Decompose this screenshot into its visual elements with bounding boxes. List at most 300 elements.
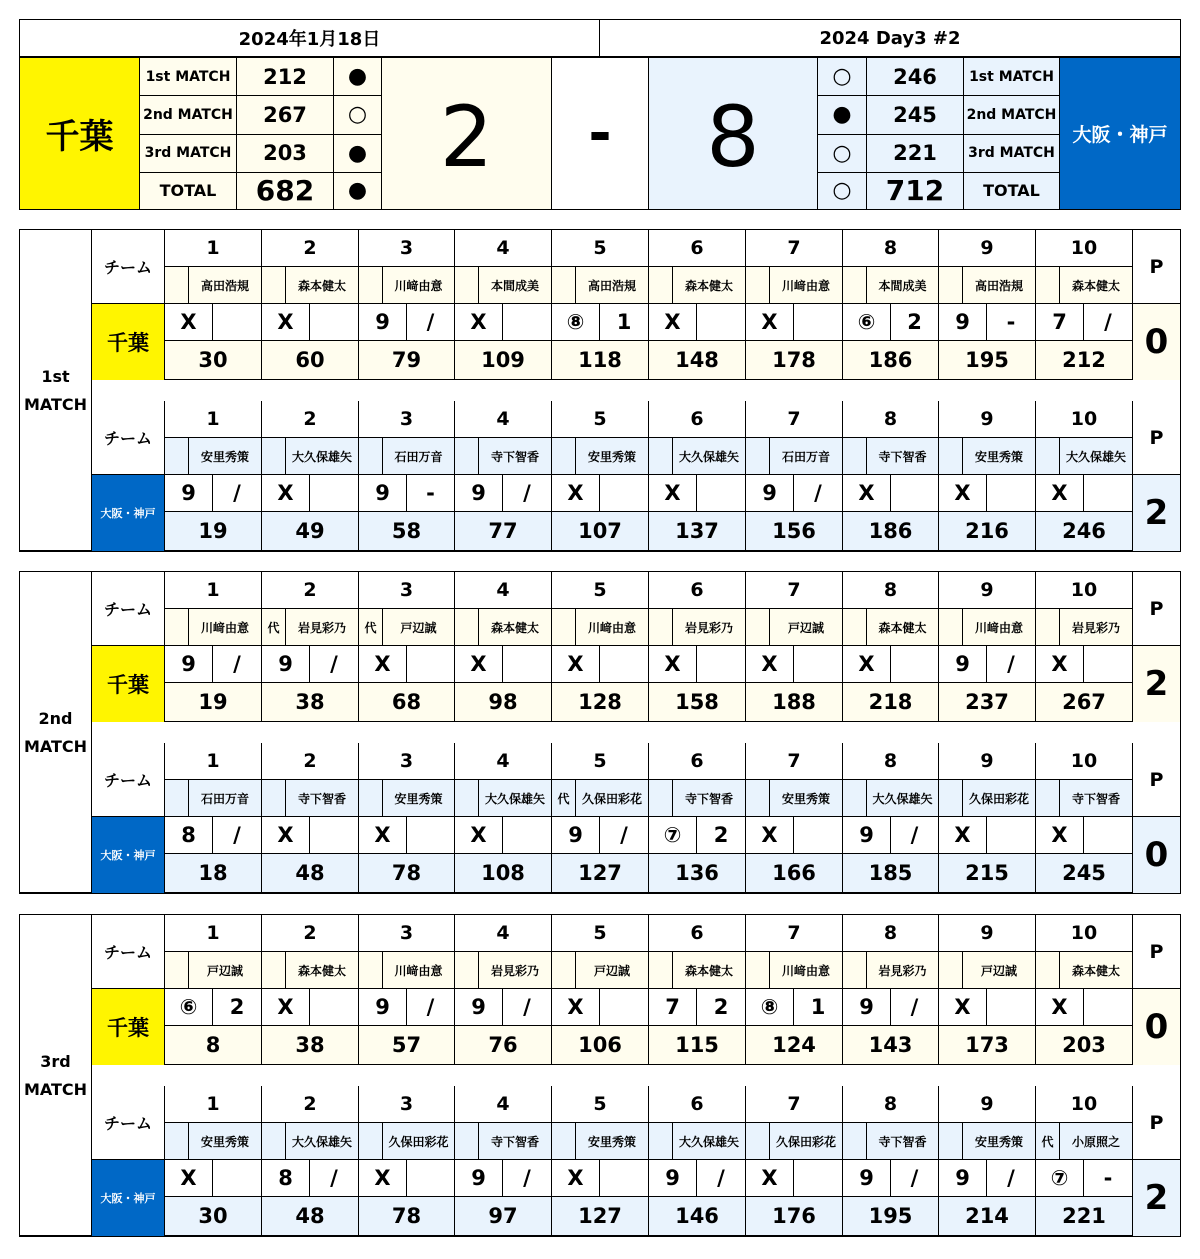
- left-total-label: TOTAL: [139, 172, 237, 210]
- frame-number: 10: [1035, 742, 1133, 780]
- substitute-mark: [551, 266, 576, 304]
- match-label-line: MATCH: [23, 394, 88, 414]
- roll-2: /: [212, 645, 262, 683]
- substitute-mark: [648, 1122, 673, 1160]
- roll-2: 2: [696, 988, 746, 1026]
- bowler-name: 石田万音: [382, 437, 455, 475]
- frame-score: 245: [1035, 853, 1133, 893]
- frame-number: 9: [938, 742, 1036, 780]
- roll-1: 9: [358, 988, 407, 1026]
- roll-1: X: [164, 303, 213, 341]
- roll-2: 1: [793, 988, 843, 1026]
- bowler-name: 石田万音: [769, 437, 843, 475]
- substitute-mark: [358, 779, 383, 817]
- points-value: 0: [1132, 816, 1181, 894]
- frame-number: 8: [842, 571, 939, 609]
- substitute-mark: [358, 266, 383, 304]
- substitute-mark: [938, 951, 963, 989]
- roll-2: [406, 1159, 455, 1197]
- frame-score: 57: [358, 1025, 455, 1065]
- roll-2: [599, 645, 649, 683]
- bowler-name: 高田浩規: [575, 266, 649, 304]
- substitute-mark: [842, 779, 867, 817]
- roll-2: [986, 988, 1036, 1026]
- roll-1: X: [745, 303, 794, 341]
- team-header-cell: チーム: [91, 400, 165, 475]
- substitute-mark: [938, 437, 963, 475]
- roll-2: /: [986, 1159, 1036, 1197]
- bowler-name: 大久保雄矢: [672, 1122, 746, 1160]
- frame-score: 58: [358, 511, 455, 551]
- bowler-name: 安里秀策: [188, 1122, 262, 1160]
- roll-2: [793, 303, 843, 341]
- bowler-name: 安里秀策: [188, 437, 262, 475]
- points-value: 0: [1132, 988, 1181, 1066]
- bowler-name: 森本健太: [285, 266, 359, 304]
- frame-score: 128: [551, 682, 649, 722]
- points-value: 0: [1132, 303, 1181, 381]
- frame-score: 218: [842, 682, 939, 722]
- team-name-cell: 千葉: [91, 303, 165, 381]
- substitute-mark: [745, 437, 770, 475]
- right-total-score: 712: [866, 172, 964, 210]
- points-value: 2: [1132, 474, 1181, 552]
- frame-number: 6: [648, 742, 746, 780]
- block-gap: [91, 1065, 1181, 1086]
- frame-number: 3: [358, 1085, 455, 1123]
- bowler-name: 本間成美: [866, 266, 939, 304]
- left-match-score: 267: [236, 95, 334, 134]
- frame-number: 4: [454, 914, 552, 952]
- substitute-mark: [454, 779, 479, 817]
- substitute-mark: [551, 437, 576, 475]
- frame-score: 143: [842, 1025, 939, 1065]
- substitute-mark: [648, 266, 673, 304]
- frame-number: 7: [745, 571, 843, 609]
- match-label-line: 3rd: [40, 1051, 71, 1071]
- roll-1: X: [358, 816, 407, 854]
- substitute-mark: 代: [1035, 1122, 1060, 1160]
- roll-2: [1083, 474, 1133, 512]
- bowler-name: 本間成美: [478, 266, 552, 304]
- substitute-mark: [261, 779, 286, 817]
- bowler-name: 川﨑由意: [575, 608, 649, 646]
- frame-number: 10: [1035, 914, 1133, 952]
- roll-2: /: [793, 474, 843, 512]
- roll-1: ⑧: [551, 303, 600, 341]
- roll-1: X: [261, 988, 310, 1026]
- roll-2: [890, 645, 939, 683]
- frame-score: 19: [164, 511, 262, 551]
- substitute-mark: [164, 951, 189, 989]
- frame-score: 106: [551, 1025, 649, 1065]
- frame-number: 3: [358, 400, 455, 438]
- substitute-mark: [164, 266, 189, 304]
- frame-number: 7: [745, 1085, 843, 1123]
- frame-number: 2: [261, 914, 359, 952]
- left-total-score: 682: [236, 172, 334, 210]
- roll-2: /: [986, 645, 1036, 683]
- frame-score: 68: [358, 682, 455, 722]
- frame-score: 148: [648, 340, 746, 380]
- roll-2: [599, 1159, 649, 1197]
- bowler-name: 大久保雄矢: [866, 779, 939, 817]
- frame-number: 10: [1035, 400, 1133, 438]
- frame-number: 6: [648, 571, 746, 609]
- roll-1: X: [1035, 988, 1084, 1026]
- frame-score: 214: [938, 1196, 1036, 1236]
- roll-1: X: [551, 474, 600, 512]
- frame-score: 30: [164, 1196, 262, 1236]
- match-label-line: 2nd: [38, 708, 73, 728]
- roll-1: X: [454, 645, 503, 683]
- frame-number: 5: [551, 1085, 649, 1123]
- frame-number: 1: [164, 742, 262, 780]
- substitute-mark: [551, 951, 576, 989]
- bowler-name: 寺下智香: [285, 779, 359, 817]
- roll-1: 9: [842, 988, 891, 1026]
- team-name-cell: 千葉: [91, 645, 165, 723]
- roll-2: 2: [212, 988, 262, 1026]
- bowler-name: 戸辺誠: [188, 951, 262, 989]
- bowler-name: 森本健太: [478, 608, 552, 646]
- substitute-mark: [842, 437, 867, 475]
- left-team-name: 千葉: [19, 57, 140, 210]
- roll-1: 7: [1035, 303, 1084, 341]
- roll-2: 2: [890, 303, 939, 341]
- frame-number: 3: [358, 742, 455, 780]
- frame-number: 5: [551, 229, 649, 267]
- frame-score: 173: [938, 1025, 1036, 1065]
- bowler-name: 大久保雄矢: [1059, 437, 1133, 475]
- bowler-name: 寺下智香: [866, 437, 939, 475]
- roll-2: [696, 645, 746, 683]
- substitute-mark: [648, 951, 673, 989]
- left-match-label: 2nd MATCH: [139, 95, 237, 134]
- roll-2: [309, 816, 359, 854]
- right-total-mark: ○: [817, 172, 867, 210]
- substitute-mark: [648, 608, 673, 646]
- frame-score: 127: [551, 1196, 649, 1236]
- frame-number: 7: [745, 742, 843, 780]
- roll-1: X: [648, 303, 697, 341]
- frame-score: 124: [745, 1025, 843, 1065]
- substitute-mark: [842, 266, 867, 304]
- points-header: P: [1132, 400, 1181, 475]
- match-label: [19, 571, 92, 894]
- frame-number: 6: [648, 1085, 746, 1123]
- roll-2: /: [696, 1159, 746, 1197]
- bowler-name: 安里秀策: [962, 1122, 1036, 1160]
- roll-2: [986, 816, 1036, 854]
- roll-1: X: [1035, 816, 1084, 854]
- team-name-cell: 大阪・神戸: [91, 474, 165, 552]
- right-match-score: 221: [866, 134, 964, 173]
- frame-score: 221: [1035, 1196, 1133, 1236]
- frame-number: 4: [454, 1085, 552, 1123]
- roll-1: X: [551, 1159, 600, 1197]
- substitute-mark: [454, 1122, 479, 1160]
- frame-score: 246: [1035, 511, 1133, 551]
- bowler-name: 岩見彩乃: [866, 951, 939, 989]
- frame-score: 38: [261, 682, 359, 722]
- header-event: 2024 Day3 #2: [599, 19, 1181, 57]
- substitute-mark: 代: [261, 608, 286, 646]
- roll-2: [696, 303, 746, 341]
- match-label: [19, 914, 92, 1237]
- roll-2: [986, 474, 1036, 512]
- frame-score: 146: [648, 1196, 746, 1236]
- frame-score: 203: [1035, 1025, 1133, 1065]
- match-label-line: 1st: [41, 366, 70, 386]
- substitute-mark: [745, 1122, 770, 1160]
- points-header: P: [1132, 914, 1181, 989]
- roll-2: [599, 988, 649, 1026]
- frame-number: 1: [164, 571, 262, 609]
- frame-score: 137: [648, 511, 746, 551]
- bowler-name: 川﨑由意: [382, 951, 455, 989]
- roll-1: X: [454, 816, 503, 854]
- roll-1: X: [648, 645, 697, 683]
- frame-score: 97: [454, 1196, 552, 1236]
- substitute-mark: [164, 1122, 189, 1160]
- frame-score: 8: [164, 1025, 262, 1065]
- points-value: 2: [1132, 645, 1181, 723]
- frame-number: 2: [261, 400, 359, 438]
- score-left: 2: [381, 57, 552, 210]
- frame-score: 136: [648, 853, 746, 893]
- roll-2: /: [212, 474, 262, 512]
- roll-2: [309, 474, 359, 512]
- roll-1: X: [358, 645, 407, 683]
- frame-score: 18: [164, 853, 262, 893]
- bowler-name: 川﨑由意: [962, 608, 1036, 646]
- right-result-mark: ○: [817, 134, 867, 173]
- roll-1: 9: [164, 645, 213, 683]
- roll-1: X: [261, 474, 310, 512]
- roll-1: X: [648, 474, 697, 512]
- frame-number: 9: [938, 229, 1036, 267]
- frame-number: 7: [745, 400, 843, 438]
- roll-2: /: [890, 816, 939, 854]
- roll-2: [1083, 816, 1133, 854]
- roll-2: [1083, 645, 1133, 683]
- frame-score: 216: [938, 511, 1036, 551]
- roll-1: 9: [551, 816, 600, 854]
- substitute-mark: [261, 951, 286, 989]
- bowler-name: 戸辺誠: [962, 951, 1036, 989]
- bowler-name: 岩見彩乃: [672, 608, 746, 646]
- roll-1: X: [842, 645, 891, 683]
- bowler-name: 安里秀策: [575, 1122, 649, 1160]
- roll-2: [599, 474, 649, 512]
- roll-2: /: [406, 988, 455, 1026]
- substitute-mark: [358, 1122, 383, 1160]
- roll-2: [793, 645, 843, 683]
- bowler-name: 森本健太: [866, 608, 939, 646]
- team-header-cell: チーム: [91, 229, 165, 304]
- frame-score: 49: [261, 511, 359, 551]
- frame-number: 6: [648, 400, 746, 438]
- substitute-mark: [1035, 266, 1060, 304]
- substitute-mark: [648, 779, 673, 817]
- bowler-name: 岩見彩乃: [1059, 608, 1133, 646]
- bowler-name: 森本健太: [672, 266, 746, 304]
- right-total-label: TOTAL: [963, 172, 1060, 210]
- right-result-mark: ●: [817, 95, 867, 134]
- left-match-label: 3rd MATCH: [139, 134, 237, 173]
- bowler-name: 石田万音: [188, 779, 262, 817]
- roll-2: [793, 1159, 843, 1197]
- roll-1: X: [358, 1159, 407, 1197]
- frame-score: 98: [454, 682, 552, 722]
- roll-1: 8: [164, 816, 213, 854]
- frame-number: 7: [745, 914, 843, 952]
- left-total-mark: ●: [333, 172, 382, 210]
- substitute-mark: [938, 266, 963, 304]
- right-match-label: 1st MATCH: [963, 57, 1060, 96]
- frame-score: 195: [842, 1196, 939, 1236]
- frame-number: 9: [938, 914, 1036, 952]
- roll-1: X: [938, 988, 987, 1026]
- roll-2: [406, 645, 455, 683]
- points-header: P: [1132, 229, 1181, 304]
- substitute-mark: [1035, 779, 1060, 817]
- frame-number: 5: [551, 914, 649, 952]
- roll-1: X: [454, 303, 503, 341]
- roll-2: [212, 303, 262, 341]
- roll-2: [212, 1159, 262, 1197]
- substitute-mark: [842, 608, 867, 646]
- roll-1: 9: [164, 474, 213, 512]
- substitute-mark: [454, 608, 479, 646]
- frame-score: 38: [261, 1025, 359, 1065]
- bowler-name: 川﨑由意: [382, 266, 455, 304]
- bowler-name: 大久保雄矢: [478, 779, 552, 817]
- bowler-name: 大久保雄矢: [672, 437, 746, 475]
- bowler-name: 岩見彩乃: [285, 608, 359, 646]
- roll-1: ⑧: [745, 988, 794, 1026]
- right-result-mark: ○: [817, 57, 867, 96]
- bowler-name: 川﨑由意: [188, 608, 262, 646]
- roll-1: 9: [842, 816, 891, 854]
- bowler-name: 高田浩規: [962, 266, 1036, 304]
- right-team-name: 大阪・神戸: [1059, 57, 1181, 210]
- team-header-cell: チーム: [91, 1085, 165, 1160]
- team-header-cell: チーム: [91, 571, 165, 646]
- substitute-mark: [164, 779, 189, 817]
- roll-1: X: [745, 816, 794, 854]
- points-header: P: [1132, 1085, 1181, 1160]
- roll-1: 9: [842, 1159, 891, 1197]
- roll-2: /: [1083, 303, 1133, 341]
- frame-number: 7: [745, 229, 843, 267]
- bowler-name: 高田浩規: [188, 266, 262, 304]
- substitute-mark: 代: [358, 608, 383, 646]
- roll-1: X: [551, 988, 600, 1026]
- right-match-score: 246: [866, 57, 964, 96]
- frame-score: 108: [454, 853, 552, 893]
- bowler-name: 安里秀策: [769, 779, 843, 817]
- substitute-mark: [1035, 437, 1060, 475]
- roll-2: -: [1083, 1159, 1133, 1197]
- frame-number: 3: [358, 914, 455, 952]
- left-result-mark: ●: [333, 134, 382, 173]
- frame-number: 8: [842, 1085, 939, 1123]
- roll-2: /: [599, 816, 649, 854]
- roll-2: /: [309, 645, 359, 683]
- substitute-mark: [648, 437, 673, 475]
- roll-1: X: [745, 1159, 794, 1197]
- frame-number: 10: [1035, 229, 1133, 267]
- frame-score: 267: [1035, 682, 1133, 722]
- roll-1: X: [261, 816, 310, 854]
- bowler-name: 大久保雄矢: [285, 437, 359, 475]
- bowler-name: 戸辺誠: [382, 608, 455, 646]
- substitute-mark: [938, 779, 963, 817]
- frame-number: 9: [938, 571, 1036, 609]
- right-match-label: 3rd MATCH: [963, 134, 1060, 173]
- frame-number: 1: [164, 229, 262, 267]
- roll-1: X: [261, 303, 310, 341]
- bowler-name: 川﨑由意: [769, 951, 843, 989]
- frame-score: 115: [648, 1025, 746, 1065]
- substitute-mark: [261, 437, 286, 475]
- frame-score: 215: [938, 853, 1036, 893]
- bowler-name: 森本健太: [1059, 266, 1133, 304]
- bowler-name: 久保田彩花: [962, 779, 1036, 817]
- bowler-name: 安里秀策: [575, 437, 649, 475]
- roll-2: [1083, 988, 1133, 1026]
- substitute-mark: [551, 1122, 576, 1160]
- header-date: 2024年1月18日: [19, 19, 600, 57]
- frame-score: 60: [261, 340, 359, 380]
- substitute-mark: [261, 1122, 286, 1160]
- frame-number: 1: [164, 1085, 262, 1123]
- roll-2: [696, 474, 746, 512]
- frame-score: 166: [745, 853, 843, 893]
- frame-number: 5: [551, 742, 649, 780]
- roll-2: -: [406, 474, 455, 512]
- team-name-cell: 千葉: [91, 988, 165, 1066]
- frame-score: 156: [745, 511, 843, 551]
- roll-2: /: [502, 988, 552, 1026]
- frame-score: 178: [745, 340, 843, 380]
- bowler-name: 安里秀策: [382, 779, 455, 817]
- frame-number: 4: [454, 229, 552, 267]
- roll-2: [793, 816, 843, 854]
- bowler-name: 久保田彩花: [575, 779, 649, 817]
- left-match-score: 212: [236, 57, 334, 96]
- team-header-cell: チーム: [91, 742, 165, 817]
- roll-1: X: [164, 1159, 213, 1197]
- left-match-label: 1st MATCH: [139, 57, 237, 96]
- bowler-name: 寺下智香: [478, 1122, 552, 1160]
- score-dash: -: [551, 57, 649, 210]
- substitute-mark: [1035, 951, 1060, 989]
- frame-number: 2: [261, 742, 359, 780]
- left-match-score: 203: [236, 134, 334, 173]
- substitute-mark: [358, 437, 383, 475]
- frame-number: 4: [454, 571, 552, 609]
- roll-1: 7: [648, 988, 697, 1026]
- substitute-mark: [745, 608, 770, 646]
- substitute-mark: [164, 608, 189, 646]
- substitute-mark: [358, 951, 383, 989]
- bowler-name: 寺下智香: [478, 437, 552, 475]
- substitute-mark: [842, 1122, 867, 1160]
- right-match-label: 2nd MATCH: [963, 95, 1060, 134]
